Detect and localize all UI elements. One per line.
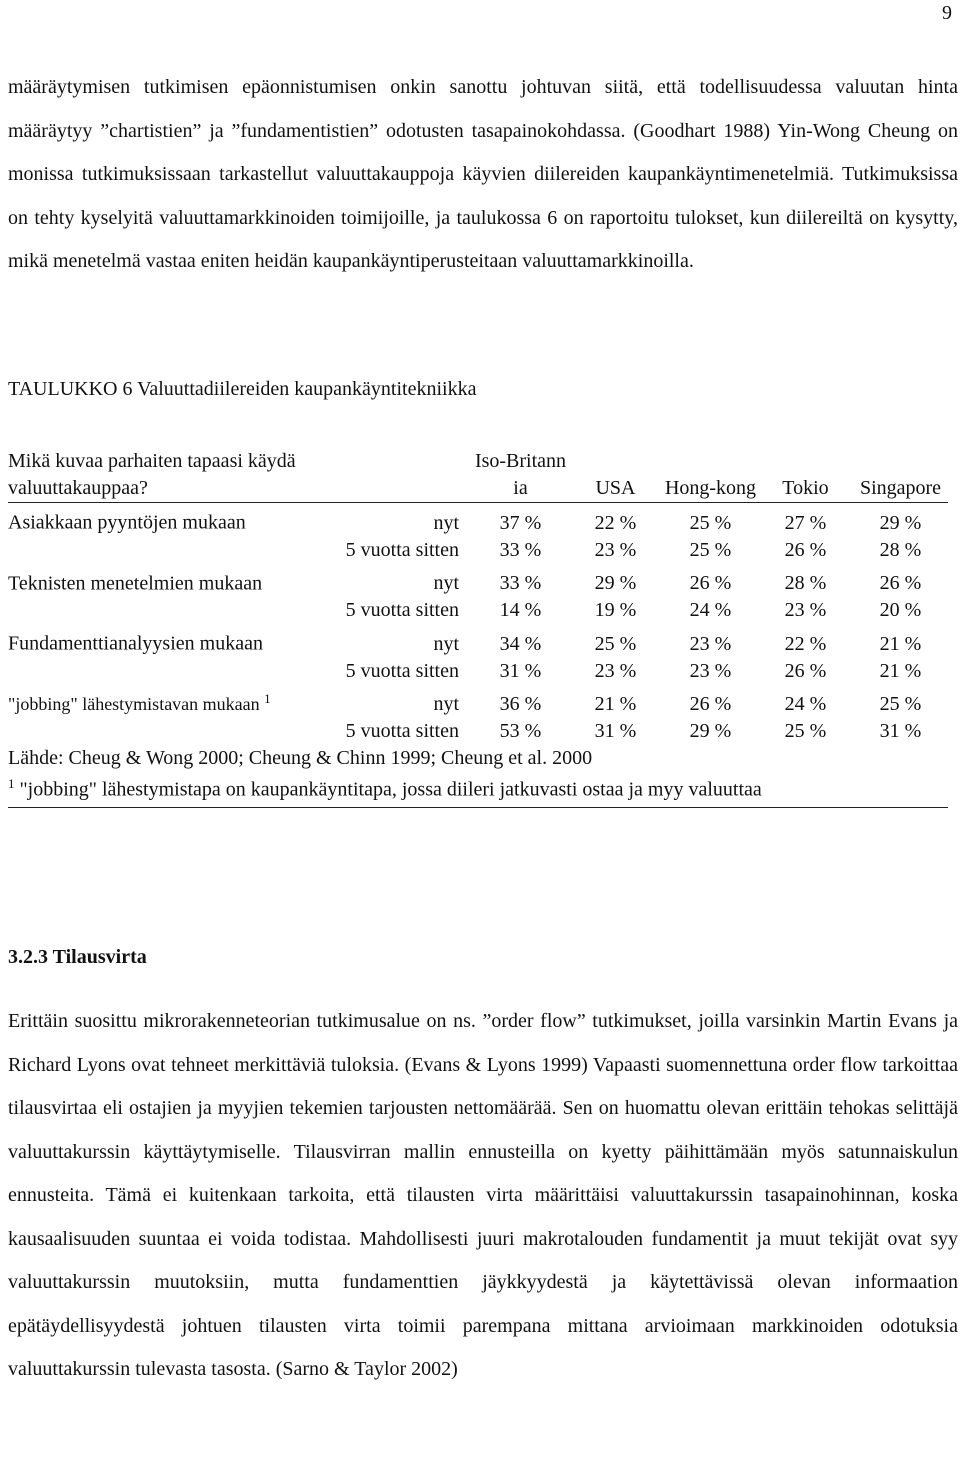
period-label: 5 vuotta sitten: [345, 719, 459, 742]
table-cell: 26 %: [784, 538, 827, 561]
table-cell: 22 %: [594, 511, 637, 534]
table-cell: 22 %: [784, 632, 827, 655]
table-cell: 25 %: [879, 692, 922, 715]
table-cell: 21 %: [879, 659, 922, 682]
column-header: Iso-Britannia: [473, 448, 568, 503]
table-cell: 14 %: [499, 599, 542, 622]
table-cell: 33 %: [499, 572, 542, 595]
method-label: "jobbing" lähestymistavan mukaan $^1$: [8, 690, 271, 714]
table-footnote: $^1$ "jobbing" lähestymistapa on kaupankäyntitapa, jossa diileri jatkuvasti ostaa ja myy valuuttaa: [8, 775, 762, 801]
table-cell: 26 %: [879, 572, 922, 595]
period-label: 5 vuotta sitten: [345, 538, 459, 561]
period-label: nyt: [433, 572, 459, 595]
table-cell: 26 %: [689, 692, 732, 715]
table-cell: 23 %: [689, 632, 732, 655]
table-cell: 21 %: [879, 632, 922, 655]
table-cell: 19 %: [594, 599, 637, 622]
table-cell: 26 %: [689, 572, 732, 595]
column-header: Singapore: [853, 448, 948, 503]
dealer-technique-table: [8, 448, 948, 808]
table-cell: 29 %: [879, 511, 922, 534]
table-cell: 24 %: [784, 692, 827, 715]
period-label: nyt: [433, 632, 459, 655]
column-header: Hong-kong: [663, 448, 758, 503]
period-label: nyt: [433, 692, 459, 715]
table-header-row: [8, 448, 948, 503]
table-cell: 24 %: [689, 599, 732, 622]
table-row: [8, 658, 948, 685]
table-source-row: [8, 745, 948, 771]
table-row: [8, 624, 948, 658]
table-cell: 25 %: [784, 719, 827, 742]
table-cell: 21 %: [594, 692, 637, 715]
table-cell: 23 %: [594, 538, 637, 561]
method-label: Fundamenttianalyysien mukaan: [8, 632, 263, 655]
period-label: nyt: [433, 511, 459, 534]
method-label: Asiakkaan pyyntöjen mukaan: [8, 511, 246, 534]
table-cell: 26 %: [784, 659, 827, 682]
table-footnote-row: [8, 771, 948, 807]
table-cell: 27 %: [784, 511, 827, 534]
table-cell: 25 %: [689, 511, 732, 534]
table-cell: 28 %: [784, 572, 827, 595]
question-header: Mikä kuvaa parhaiten tapaasi käydä valuuttakauppaa?: [8, 448, 338, 503]
table-cell: 29 %: [594, 572, 637, 595]
period-label: 5 vuotta sitten: [345, 599, 459, 622]
table-cell: 31 %: [499, 659, 542, 682]
table-cell: 31 %: [879, 719, 922, 742]
column-header: Tokio: [758, 448, 853, 503]
table-cell: 28 %: [879, 538, 922, 561]
table-cell: 53 %: [499, 719, 542, 742]
table-row: [8, 503, 948, 537]
body-paragraph-2: Erittäin suosittu mikrorakenneteorian tutkimusalue on ns. ”order flow” tutkimukset, joilla varsinkin Martin Evans ja Richard Lyons ovat tehneet merkittäviä tuloksia. (Evans & Lyons 1999) Vapaasti suomennettuna order flow tarkoittaa tilausvirtaa eli ostajien ja myyjien tekemien tarjousten nettomäärää. Sen on huomattu olevan erittäin tehokas selittäjä valuuttakurssin käyttäytymiselle. Tilausvirran mallin ennusteilla on kyetty päihittämään myös satunnaiskulun ennusteita. Tämä ei kuitenkaan tarkoita, että tilausten virta määrittäisi valuuttakurssin tasapainohinnan, koska kausaalisuuden suuntaa ei voida todistaa. Mahdollisesti juuri makrotalouden fundamentit ja muut tekijät ovat syy valuuttakurssin muutoksiin, mutta fundamenttien jäykkyydestä ja käytettävissä olevan informaation epätäydellisyydestä johtuen tilausten virta toimii parempana mittana arvioimaan markkinoiden odotuksia valuuttakurssin tulevasta tasosta. (Sarno & Taylor 2002): [8, 1010, 958, 1380]
page-number: 9: [942, 2, 952, 24]
body-paragraph-1: määräytymisen tutkimisen epäonnistumisen onkin sanottu johtuvan siitä, että todellisuudessa valuutan hinta määräytyy ”chartistien” ja ”fundamentistien” odotusten tasapainokohdassa. (Goodhart 1988) Yin-Wong Cheung on monissa tutkimuksissaan tarkastellut valuuttakauppoja käyvien diilereiden kaupankäyntimenetelmiä. Tutkimuksissa on tehty kyselyitä valuuttamarkkinoiden toimijoille, ja taulukossa 6 on raportoitu tulokset, kun diilereiltä on kysytty, mikä menetelmä vastaa eniten heidän kaupankäyntiperusteitaan valuuttamarkkinoilla.: [8, 76, 958, 272]
table-row: [8, 685, 948, 718]
table-row: [8, 718, 948, 745]
header-spacer: [338, 448, 473, 503]
table-row: [8, 564, 948, 598]
section-heading: 3.2.3 Tilausvirta: [8, 946, 147, 968]
table-body: [8, 503, 948, 808]
table-cell: 25 %: [689, 538, 732, 561]
table-cell: 23 %: [594, 659, 637, 682]
method-label: Teknisten menetelmien mukaan: [8, 572, 263, 595]
table-cell: 31 %: [594, 719, 637, 742]
period-label: 5 vuotta sitten: [345, 659, 459, 682]
table-cell: 36 %: [499, 692, 542, 715]
table-cell: 37 %: [499, 511, 542, 534]
table-cell: 29 %: [689, 719, 732, 742]
table-cell: 23 %: [784, 599, 827, 622]
column-header: USA: [568, 448, 663, 503]
table-cell: 20 %: [879, 599, 922, 622]
table-row: [8, 537, 948, 564]
table-cell: 25 %: [594, 632, 637, 655]
table-caption: TAULUKKO 6 Valuuttadiilereiden kaupankäyntitekniikka: [8, 378, 477, 400]
table-source: Lähde: Cheug & Wong 2000; Cheung & Chinn 1999; Cheung et al. 2000: [8, 746, 593, 769]
table-row: [8, 597, 948, 624]
table-cell: 34 %: [499, 632, 542, 655]
table-cell: 33 %: [499, 538, 542, 561]
table-cell: 23 %: [689, 659, 732, 682]
